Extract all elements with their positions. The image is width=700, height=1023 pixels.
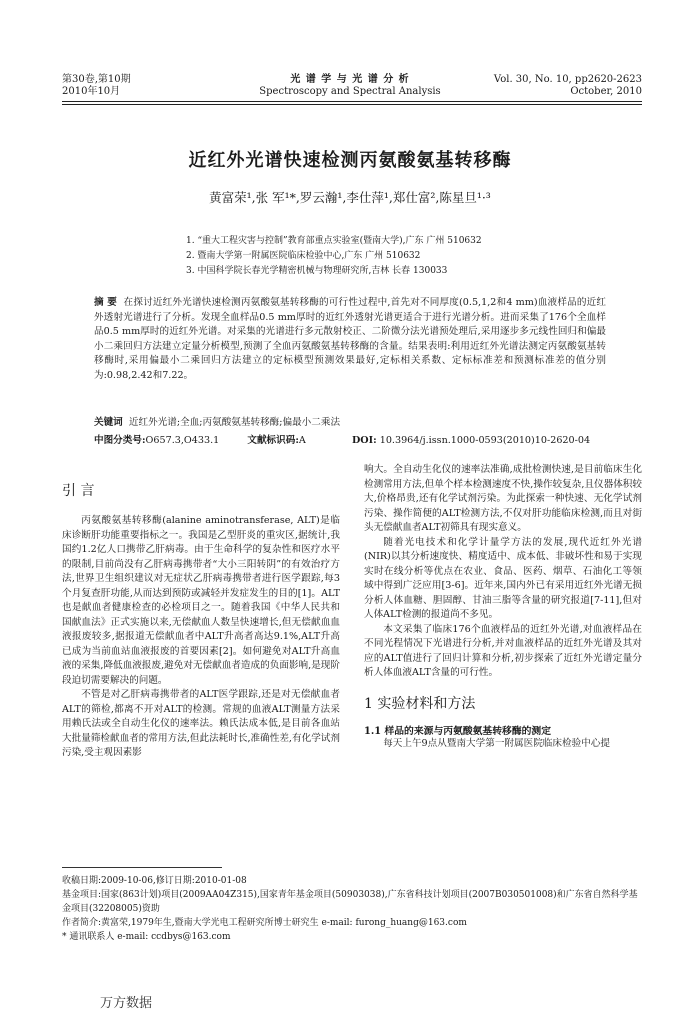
- keywords-block: [94, 414, 606, 450]
- intro-paragraph-1: 丙氨酸氨基转移酶(alanine aminotransferase, ALT)是临床诊断肝功能重要指标之一。我国是乙型肝炎的重灾区,据统计,我国约1.2亿人口携带乙肝病毒。由于生命科学的复杂性和医疗水平的限制,目前尚没有乙肝病毒携带者“大小三阳转阴”的有效治疗方法,世界卫生组织建议对无症状乙肝病毒携带者进行医学跟踪,每3个月复查肝功能,从而达到预防或减轻并发症发生的目的[1]。ALT也是献血者健康检查的必检项目之一。随着我国《中华人民共和国献血法》正式实施以来,无偿献血人数呈快速增长,但无偿献血血液报废较多,据报道无偿献血者中ALT升高者高达9.1%,ALT升高已成为当前血站血液报废的首要因素[2]。如何避免对ALT升高血液的采集,降低血液报废,避免对无偿献血者造成的负面影响,是现阶段迫切需要解决的问题。: [62, 515, 340, 686]
- affiliations: [186, 234, 482, 279]
- intro-paragraph-3: 响大。全自动生化仪的速率法准确,成批检测快速,是目前临床生化检测常用方法,但单个样本检测速度不快,操作较复杂,且仪器体积较大,价格昂贵,还有化学试剂污染。为此探索一种快速、无化学试剂污染、操作简便的ALT检测方法,不仅对肝功能临床检测,而且对街头无偿献血者ALT初筛具有现实意义。: [364, 464, 642, 533]
- section-1-1-text: 每天上午9点从暨南大学第一附属医院临床检验中心提: [383, 737, 610, 749]
- keywords-line: [94, 414, 606, 432]
- header-rule-thin: [62, 104, 642, 105]
- journal-name: [200, 74, 500, 98]
- paper-title: 近红外光谱快速检测丙氨酸氨基转移酶: [188, 150, 512, 171]
- section-1-heading: 1 实验材料和方法: [364, 695, 476, 712]
- affiliation-3: 3. 中国科学院长春光学精密机械与物理研究所,吉林 长春 130033: [186, 266, 448, 276]
- classification-line: [94, 432, 606, 450]
- clc-label: 中图分类号:: [94, 435, 146, 446]
- keywords-text: 近红外光谱;全血;丙氨酸氨基转移酶;偏最小二乘法: [128, 417, 341, 428]
- journal-title-cn: 光 谱 学 与 光 谱 分 析: [290, 74, 410, 85]
- affiliation-1: 1. “重大工程灾害与控制”教育部重点实验室(暨南大学),广东 广州 510632: [186, 236, 482, 246]
- section-1-1-heading: 1.1 样品的来源与丙氨酸氨基转移酶的测定: [364, 725, 552, 737]
- journal-title-en: Spectroscopy and Spectral Analysis: [259, 86, 441, 97]
- footnote-rule: [62, 867, 222, 868]
- issue-date-en: October, 2010: [570, 86, 642, 97]
- clc-value: O657.3,O433.1: [145, 435, 220, 446]
- volume-pages-en: Vol. 30, No. 10, pp2620-2623: [493, 74, 642, 85]
- footnote-received: 收稿日期:2009-10-06,修订日期:2010-01-08: [62, 876, 247, 886]
- intro-paragraph-5: 本文采集了临床176个血液样品的近红外光谱,对血液样品在不同光程情况下光谱进行分析,并对血液样品的近红外光谱及其对应的ALT值进行了回归计算和分析,初步探索了近红外光谱定量分析人体血液ALT含量的可行性。: [364, 623, 642, 678]
- volume-info: [62, 74, 131, 98]
- doc-code-label: 文献标识码:: [247, 435, 299, 446]
- abstract-text: 在探讨近红外光谱快速检测丙氨酸氨基转移酶的可行性过程中,首先对不同厚度(0.5,1,2和4 mm)血液样品的近红外透射光谱进行了分析。发现全血样品0.5 mm厚时的近红外透射光谱更适合于进行光谱分析。进而采集了176个全血样品0.5 mm厚时的近红外光谱。对采集的光谱进行多元散射校正、二阶微分法光谱预处理后,采用逐步多元线性回归和偏最小二乘回归方法建立定量分析模型,预测了全血丙氨酸氨基转移酶的含量。结果表明:利用近红外光谱法测定丙氨酸氨基转移酶时,采用偏最小二乘回归方法建立的定标模型预测效果最好,定标相关系数、定标标准差和预测标准差的值分别为:0.98,2.42和7.22。: [94, 297, 607, 381]
- footnotes: [62, 874, 642, 944]
- volume-info-en: [494, 74, 642, 98]
- doc-code-value: A: [298, 435, 306, 446]
- footnote-corresponding: * 通讯联系人 e-mail: ccdbys@163.com: [62, 932, 231, 942]
- wanfang-watermark: 万方数据: [100, 996, 153, 1011]
- intro-paragraph-4: 随着光电技术和化学计量学方法的发展,现代近红外光谱(NIR)以其分析速度快、精度适中、成本低、非破坏性和易于实现实时在线分析等优点在农业、食品、医药、烟草、石油化工等领域中得到广泛应用[3-6]。近年来,国内外已有采用近红外光谱无损分析人体血糖、胆固醇、甘油三脂等含量的研究报道[7-11],但对人体ALT检测的报道尚不多见。: [364, 536, 642, 620]
- author-list: 黄富荣¹,张 军¹*,罗云瀚¹,李仕萍¹,郑仕富²,陈星旦¹·³: [209, 190, 491, 205]
- intro-heading: 引 言: [62, 483, 95, 499]
- left-column: [62, 480, 340, 761]
- right-column: [364, 463, 642, 751]
- keywords-label: 关键词: [94, 417, 123, 428]
- footnote-funding: 基金项目:国家(863计划)项目(2009AA04Z315),国家青年基金项目(50903038),广东省科技计划项目(2007B030501008)和广东省自然科学基金项目(32208005)资助: [62, 890, 638, 914]
- volume-issue: 第30卷,第10期: [62, 74, 131, 85]
- doi-value: 10.3964/j.issn.1000-0593(2010)10-2620-04: [379, 435, 591, 446]
- issue-date: 2010年10月: [62, 86, 121, 97]
- abstract-label: 摘 要: [94, 297, 118, 308]
- affiliation-2: 2. 暨南大学第一附属医院临床检验中心,广东 广州 510632: [186, 251, 421, 261]
- intro-paragraph-2: 不管是对乙肝病毒携带者的ALT医学跟踪,还是对无偿献血者ALT的筛检,都离不开对ALT的检测。常规的血液ALT测量方法采用赖氏法或全自动生化仪的速率法。赖氏法成本低,是目前各血站大批量筛检献血者的常用方法,但此法耗时长,准确性差,有化学试剂污染,受主观因素影: [62, 689, 340, 758]
- footnote-author-bio: 作者简介:黄富荣,1979年生,暨南大学光电工程研究所博士研究生 e-mail: furong_huang@163.com: [62, 918, 467, 928]
- abstract: [94, 296, 606, 383]
- header-rule: [62, 101, 642, 102]
- doi-label: DOI:: [351, 435, 377, 446]
